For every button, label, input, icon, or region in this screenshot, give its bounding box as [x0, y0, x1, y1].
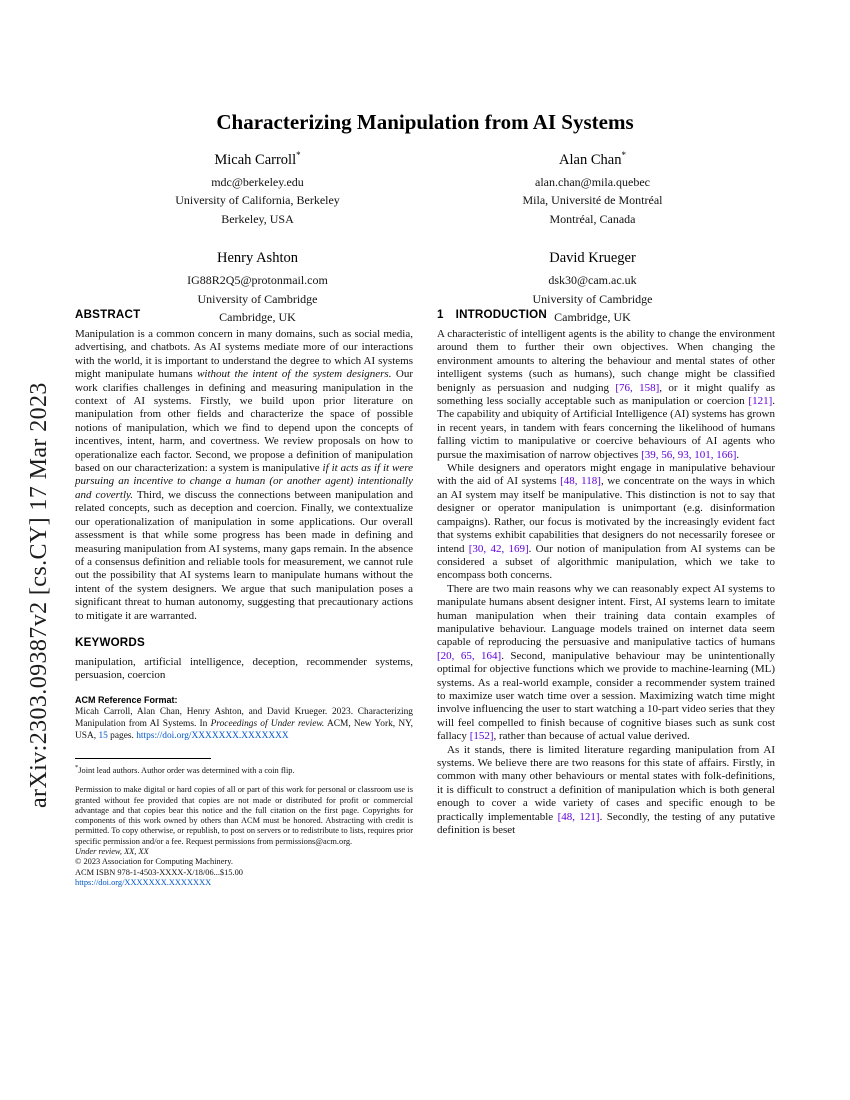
permission-text: Permission to make digital or hard copies of all or part of this work for personal or classroom use is granted without fee provided that copies are not made or distributed for profit or commercial advantage and that copies bear this notice and the full citation on the first page. Copyrights for components of this work owned by others than ACM must be honored. Abstracting with credit is permitted. To copy otherwise, or republish, to post on servers or to redistribute to lists, requires prior specific permission and/or a fee. Request permissions from permissions@acm.org. [75, 785, 413, 846]
author-block [425, 150, 760, 228]
text-segment: , or it might qualify as something less socially acceptable such as manipulation or coercion [437, 381, 776, 408]
author-name-text: Henry Ashton [217, 250, 298, 267]
introduction-heading [437, 308, 775, 321]
keywords-text: manipulation, artificial intelligence, deception, recommender systems, persuasion, coercion [75, 655, 413, 682]
permission-block [75, 785, 413, 888]
text-segment: A characteristic of intelligent agents is the ability to change the environment around them to further their own objectives. When changing the environment amounts to altering the behaviour and mental states of other intelligent systems (such as humans), such change might be classified benignly as persuasion and nudging [437, 328, 775, 394]
author-affiliation: University of California, Berkeley [175, 193, 340, 208]
left-column [75, 308, 413, 888]
author-order-footnote [75, 763, 413, 776]
text-segment: . Our notion of manipulation from AI systems can be considered a subset of algorithmic manipulation, which we take to encompass both concerns. [437, 542, 776, 582]
citation-link[interactable]: [76, 158] [615, 381, 660, 394]
text-segment: pages. [107, 730, 137, 741]
arxiv-watermark: arXiv:2303.09387v2 [cs.CY] 17 Mar 2023 [26, 382, 52, 808]
isbn-line: ACM ISBN 978-1-4503-XXXX-X/18/06...$15.00 [75, 867, 243, 877]
author-location: Cambridge, UK [554, 310, 631, 325]
acm-reference-text [75, 707, 413, 742]
citation-link[interactable]: [20, 65, 164] [437, 649, 502, 662]
author-location: Montréal, Canada [549, 211, 636, 226]
text-segment: Manipulation is a common concern in many domains, such as social media, advertising, and chatbots. As AI systems mediate more of our interactions with the world, it is important to understand the degree to which AI systems might manipulate humans [75, 328, 413, 381]
abstract-text [75, 328, 413, 623]
section-title: INTRODUCTION [455, 308, 547, 321]
footnote-text: Joint lead authors. Author order was determined with a coin flip. [78, 765, 295, 775]
author-name [90, 248, 425, 267]
venue-line: Under review, XX, XX [75, 847, 149, 856]
intro-paragraph [437, 744, 775, 838]
copyright-line: © 2023 Association for Computing Machinery. [75, 857, 233, 867]
author-footnote-mark: * [296, 150, 301, 160]
citation-link[interactable]: [48, 121] [557, 810, 600, 823]
author-affiliation: University of Cambridge [532, 291, 653, 306]
author-location: Cambridge, UK [219, 310, 296, 325]
hyperlink[interactable]: 15 [98, 730, 108, 741]
hyperlink[interactable]: https://doi.org/XXXXXXX.XXXXXXX [136, 730, 289, 741]
keywords-heading: KEYWORDS [75, 635, 145, 649]
text-segment: Proceedings of Under review. [210, 718, 325, 729]
text-segment: without the intent of the system designers. [197, 368, 392, 381]
acm-reference-heading: ACM Reference Format: [75, 694, 178, 705]
author-email: mdc@berkeley.edu [211, 174, 304, 189]
author-grid [90, 150, 760, 327]
acm-reference-format [75, 695, 413, 742]
paper-title: Characterizing Manipulation from AI Systems [216, 110, 634, 134]
text-segment: . Secondly, the testing of any putative definition is beset [437, 810, 775, 837]
text-segment: if it acts as if it were pursuing an incentive to change a human (or another agent) intentionally and covertly. [75, 462, 413, 501]
right-column [437, 308, 775, 837]
text-segment: . [736, 448, 740, 461]
author-block [90, 150, 425, 228]
author-name [425, 248, 760, 267]
author-affiliation: University of Cambridge [197, 291, 318, 306]
author-footnote-mark: * [621, 150, 626, 160]
author-name-text: Micah Carroll [214, 151, 297, 168]
author-email: dsk30@cam.ac.uk [548, 273, 637, 288]
footnote-mark: * [75, 764, 79, 772]
doi-link[interactable]: https://doi.org/XXXXXXX.XXXXXXX [75, 877, 212, 887]
text-segment: , we concentrate on the ways in which an AI system may itself be manipulative. This distinction is not to say that designer or operator manipulation is unimportant (e.g. disinformation campaigns). Rather, our focus is motivated by the increasingly evident fact that systems exhibit capabilities that designers do not necessarily foresee or intend [437, 475, 776, 555]
author-name-text: Alan Chan [559, 151, 622, 168]
footnote-rule [75, 758, 211, 759]
author-name-text: David Krueger [549, 250, 636, 267]
citation-link[interactable]: [39, 56, 93, 101, 166] [641, 448, 737, 461]
author-email: IG88R2Q5@protonmail.com [187, 273, 328, 288]
author-affiliation: Mila, Université de Montréal [522, 193, 663, 208]
text-segment: There are two main reasons why we can reasonably expect AI systems to manipulate humans absent designer intent. First, AI systems learn to imitate human manipulation when their training data contain examples of manipulative behaviour. Language models trained on internet data seem capable of reproducing the persuasive and manipulative tactics of humans [437, 582, 775, 649]
text-segment: ACM, New York, NY, USA, [75, 718, 413, 741]
text-segment: . Second, manipulative behaviour may be unintentionally optimal for objective functions which we provide to machine-learning (ML) systems. As a real-world example, consider a recommender system trained to maximize user watch time over a session. Maximizing watch time might involve influencing the user to start watching a 10-part video series that they will feel compelled to finish because of cognitive biases such as sunk cost fallacy [437, 649, 776, 743]
citation-link[interactable]: [48, 118] [560, 475, 601, 488]
text-segment: . The capability and ubiquity of Artificial Intelligence (AI) systems has grown in recent years, in tandem with fears concerning the likelihood of humans falling victim to manipulative or coercive behaviours of AI agents who pursue the maximisation of narrow objectives [437, 395, 775, 461]
author-name [425, 150, 760, 169]
text-segment: Micah Carroll, Alan Chan, Henry Ashton, and David Krueger. 2023. Characterizing Manipulation from AI Systems. In [75, 707, 413, 729]
text-segment: While designers and operators might engage in manipulative behaviour with the aid of AI systems [437, 462, 775, 488]
intro-paragraph [437, 462, 775, 583]
intro-paragraph [437, 583, 775, 744]
text-segment: , rather than because of actual value derived. [493, 730, 690, 743]
citation-link[interactable]: [152] [469, 730, 494, 743]
intro-paragraph [437, 328, 775, 462]
text-segment: Our work clarifies challenges in defining and measuring manipulation in the context of AI systems. Firstly, we build upon prior literature on manipulation from other fields and characterize the space of possible notions of manipulation, which we find to depend upon the concepts of incentives, intent, harm, and covertness. We review proposals on how to operationalize each factor. Second, we propose a definition of manipulation based on our characterization: a system is manipulative [75, 368, 413, 475]
author-name [90, 150, 425, 169]
citation-link[interactable]: [121] [748, 395, 773, 408]
section-number: 1 [437, 308, 444, 321]
abstract-heading: ABSTRACT [75, 308, 141, 321]
author-location: Berkeley, USA [221, 211, 294, 226]
text-segment: As it stands, there is limited literature regarding manipulation from AI systems. We believe there are two reasons for this state of affairs. Firstly, in common with many other behaviours or mental states with folk-definitions, it is difficult to construct a definition of manipulation which is both general enough to cover a wide variety of cases and specific enough to be practically implementable [437, 743, 775, 823]
author-email: alan.chan@mila.quebec [535, 174, 650, 189]
citation-link[interactable]: [30, 42, 169] [468, 542, 529, 555]
text-segment: Third, we discuss the connections between manipulation and related concepts, such as deception and coercion. Finally, we contextualize our operationalization of manipulation in some applications. Our overall assessment is that while some progress has been made in defining and measuring manipulation from AI systems, many gaps remain. In the absence of a consensus definition and reliable tools for measurement, we cannot rule out the possibility that AI systems learn to manipulate humans without the intent of the system designers. We argue that such manipulation poses a significant threat to human autonomy, suggesting that precautionary actions to mitigate it are warranted. [75, 488, 413, 622]
